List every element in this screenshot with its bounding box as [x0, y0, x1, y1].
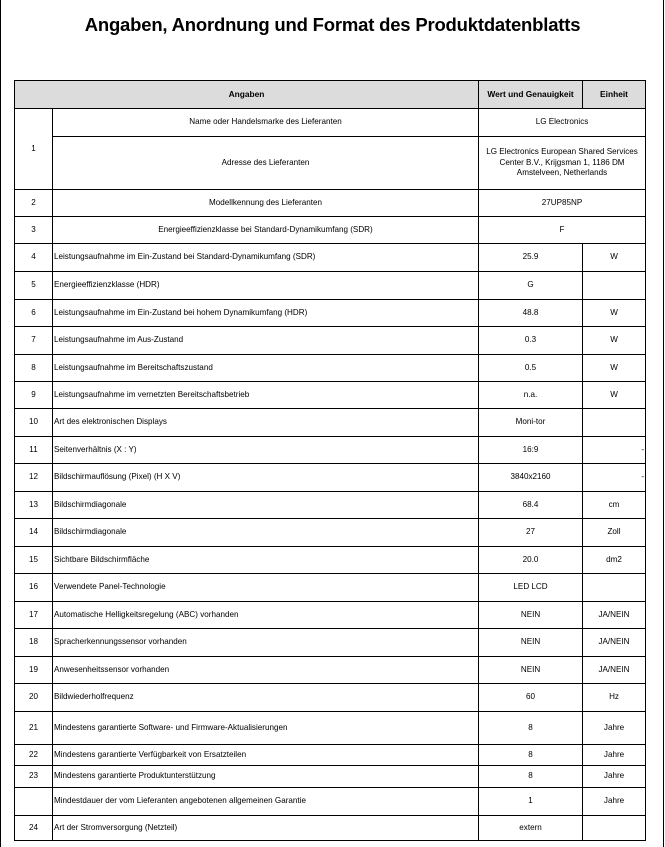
table-row [15, 657, 646, 684]
table-row [15, 788, 646, 816]
row-number: 9 [15, 382, 53, 409]
row-label: Mindestens garantierte Software- und Firmware-Aktualisierungen [53, 712, 479, 745]
table-row [15, 745, 646, 766]
row-unit: dm2 [583, 547, 646, 574]
row-unit: cm [583, 492, 646, 519]
row-label: Mindestens garantierte Produktunterstützung [53, 766, 479, 788]
row-number: 11 [15, 437, 53, 464]
row-number: 13 [15, 492, 53, 519]
product-datasheet-table [14, 80, 646, 841]
table-row [15, 355, 646, 382]
supplier-address-row [15, 137, 646, 190]
row-value: Moni-tor [479, 409, 583, 437]
row-label: Bildschirmdiagonale [53, 492, 479, 519]
table-row [15, 190, 646, 217]
table-row [15, 574, 646, 602]
row-value: G [479, 272, 583, 300]
row-unit [583, 574, 646, 602]
row-number: 1 [15, 109, 53, 190]
row-unit: W [583, 244, 646, 272]
row-value: 8 [479, 766, 583, 788]
row-value: 8 [479, 745, 583, 766]
row-number: 6 [15, 300, 53, 327]
row-unit: JA/NEIN [583, 602, 646, 629]
row-unit: W [583, 382, 646, 409]
row-unit: Zoll [583, 519, 646, 547]
row-value: 20.0 [479, 547, 583, 574]
row-label: Art des elektronischen Displays [53, 409, 479, 437]
row-unit: W [583, 300, 646, 327]
row-number: 15 [15, 547, 53, 574]
row-number: 20 [15, 684, 53, 712]
table-row [15, 547, 646, 574]
row-value: LED LCD [479, 574, 583, 602]
row-unit: - [583, 437, 646, 464]
header-angaben: Angaben [15, 81, 479, 109]
row-label: Bildschirmauflösung (Pixel) (H X V) [53, 464, 479, 492]
row-number: 22 [15, 745, 53, 766]
row-number: 3 [15, 217, 53, 244]
table-row [15, 409, 646, 437]
row-unit: W [583, 355, 646, 382]
table-row [15, 712, 646, 745]
row-number: 17 [15, 602, 53, 629]
row-unit [583, 409, 646, 437]
table-row [15, 217, 646, 244]
row-number: 2 [15, 190, 53, 217]
row-label: Leistungsaufnahme im Ein-Zustand bei hohem Dynamikumfang (HDR) [53, 300, 479, 327]
row-unit: Jahre [583, 712, 646, 745]
header-wert: Wert und Genauigkeit [479, 81, 583, 109]
row-number: 5 [15, 272, 53, 300]
supplier-name-row [15, 109, 646, 137]
table-row [15, 244, 646, 272]
row-value: 1 [479, 788, 583, 816]
row-label: Anwesenheitssensor vorhanden [53, 657, 479, 684]
row-number: 21 [15, 712, 53, 745]
row-label: Energieeffizienzklasse bei Standard-Dynamikumfang (SDR) [53, 217, 479, 244]
row-value: 25.9 [479, 244, 583, 272]
table-row [15, 382, 646, 409]
row-value: 3840x2160 [479, 464, 583, 492]
row-unit: JA/NEIN [583, 629, 646, 657]
row-unit: Jahre [583, 788, 646, 816]
row-unit: W [583, 327, 646, 355]
row-number: 19 [15, 657, 53, 684]
row-label: Leistungsaufnahme im vernetzten Bereitschaftsbetrieb [53, 382, 479, 409]
row-value: 27UP85NP [479, 190, 646, 217]
table-row [15, 300, 646, 327]
row-value: n.a. [479, 382, 583, 409]
row-unit [583, 272, 646, 300]
row-label: Leistungsaufnahme im Ein-Zustand bei Standard-Dynamikumfang (SDR) [53, 244, 479, 272]
row-unit: Jahre [583, 745, 646, 766]
row-unit: Jahre [583, 766, 646, 788]
row-number: 8 [15, 355, 53, 382]
table-row [15, 766, 646, 788]
row-number: 16 [15, 574, 53, 602]
row-label: Spracherkennungssensor vorhanden [53, 629, 479, 657]
page-title: Angaben, Anordnung und Format des Produktdatenblatts [84, 14, 581, 35]
header-einheit: Einheit [583, 81, 646, 109]
row-number: 10 [15, 409, 53, 437]
table-row [15, 684, 646, 712]
row-label: Verwendete Panel-Technologie [53, 574, 479, 602]
row-value: 48.8 [479, 300, 583, 327]
row-value: NEIN [479, 657, 583, 684]
row-number: 14 [15, 519, 53, 547]
row-label: Automatische Helligkeitsregelung (ABC) vorhanden [53, 602, 479, 629]
row-value: NEIN [479, 629, 583, 657]
row-label: Energieeffizienzklasse (HDR) [53, 272, 479, 300]
row-label: Bildwiederholfrequenz [53, 684, 479, 712]
row-label: Art der Stromversorgung (Netzteil) [53, 816, 479, 841]
row-value: 16:9 [479, 437, 583, 464]
row-label: Modellkennung des Lieferanten [53, 190, 479, 217]
row-unit: Hz [583, 684, 646, 712]
page-frame-left [0, 0, 1, 847]
row-unit: JA/NEIN [583, 657, 646, 684]
supplier-name-value: LG Electronics [479, 109, 646, 137]
table-row [15, 629, 646, 657]
row-unit [583, 816, 646, 841]
table-row [15, 327, 646, 355]
row-unit: - [583, 464, 646, 492]
row-number: 23 [15, 766, 53, 788]
row-label: Leistungsaufnahme im Bereitschaftszustand [53, 355, 479, 382]
row-value: 68.4 [479, 492, 583, 519]
table-row [15, 437, 646, 464]
supplier-address-label: Adresse des Lieferanten [53, 137, 479, 190]
row-value: 0.3 [479, 327, 583, 355]
row-value: NEIN [479, 602, 583, 629]
row-label: Seitenverhältnis (X : Y) [53, 437, 479, 464]
row-label: Bildschirmdiagonale [53, 519, 479, 547]
table-row [15, 602, 646, 629]
row-number [15, 788, 53, 816]
table-row [15, 816, 646, 841]
row-label: Leistungsaufnahme im Aus-Zustand [53, 327, 479, 355]
table-header-row [15, 81, 646, 109]
row-label: Sichtbare Bildschirmfläche [53, 547, 479, 574]
row-value: extern [479, 816, 583, 841]
table-row [15, 272, 646, 300]
row-value: 8 [479, 712, 583, 745]
supplier-address-value: LG Electronics European Shared Services Center B.V., Krijgsman 1, 1186 DM Amstelveen, Netherlands [479, 137, 646, 190]
table-row [15, 492, 646, 519]
row-number: 18 [15, 629, 53, 657]
row-value: F [479, 217, 646, 244]
row-value: 0.5 [479, 355, 583, 382]
row-value: 27 [479, 519, 583, 547]
row-number: 4 [15, 244, 53, 272]
table-row [15, 464, 646, 492]
supplier-name-label: Name oder Handelsmarke des Lieferanten [53, 109, 479, 137]
row-label: Mindestens garantierte Verfügbarkeit von Ersatzteilen [53, 745, 479, 766]
row-number: 12 [15, 464, 53, 492]
table-row [15, 519, 646, 547]
row-number: 24 [15, 816, 53, 841]
row-value: 60 [479, 684, 583, 712]
row-label: Mindestdauer der vom Lieferanten angebotenen allgemeinen Garantie [53, 788, 479, 816]
row-number: 7 [15, 327, 53, 355]
page-frame-right [663, 0, 664, 847]
table-body [15, 109, 646, 841]
